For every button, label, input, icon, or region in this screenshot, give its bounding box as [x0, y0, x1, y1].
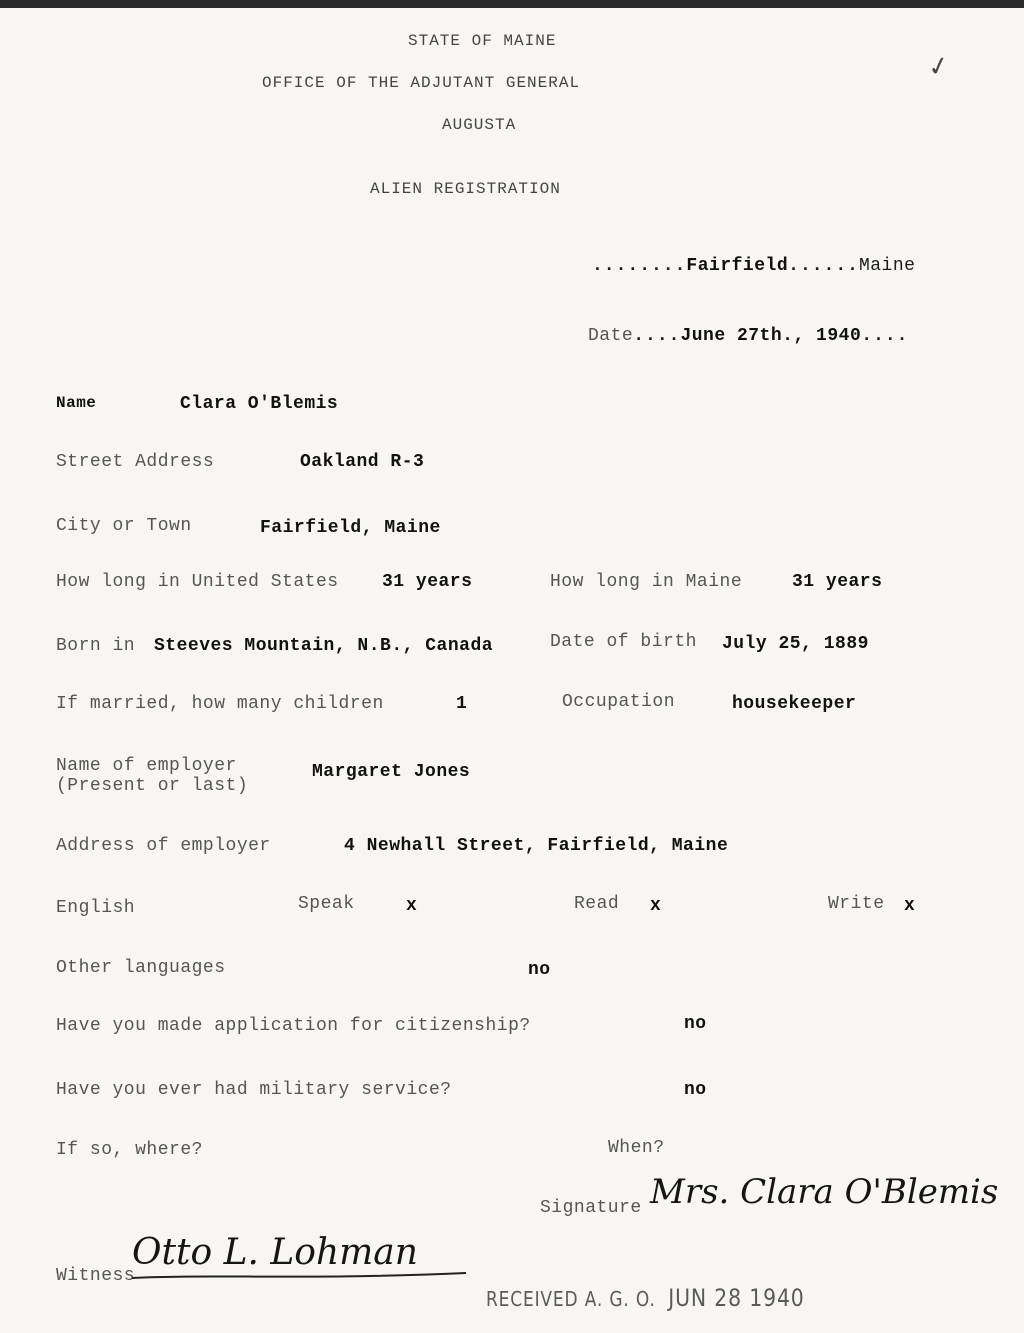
other-languages-label: Other languages: [56, 958, 226, 978]
born-in-value: Steeves Mountain, N.B., Canada: [154, 636, 494, 656]
employer-name-value: Margaret Jones: [312, 762, 471, 782]
occupation-value: housekeeper: [732, 694, 857, 714]
english-label: English: [56, 898, 136, 918]
city-value: Fairfield, Maine: [260, 518, 441, 538]
born-in-label: Born in: [56, 636, 136, 656]
employer-address-label: Address of employer: [56, 836, 271, 856]
place-state: Maine: [858, 256, 916, 276]
read-value: x: [650, 896, 662, 916]
received-stamp: [486, 1284, 805, 1312]
date-line: [588, 326, 908, 346]
check-mark-icon: ✓: [925, 50, 953, 84]
citizenship-value: no: [684, 1014, 707, 1034]
street-value: Oakland R-3: [300, 452, 425, 472]
date-of-birth-value: July 25, 1889: [722, 634, 869, 654]
received-stamp-date: JUN 28 1940: [668, 1284, 805, 1312]
date-of-birth-label: Date of birth: [550, 632, 697, 652]
date-value: June 27th., 1940: [680, 326, 862, 346]
how-long-maine-value: 31 years: [792, 572, 883, 592]
speak-value: x: [406, 896, 418, 916]
witness-underline: [130, 1270, 470, 1284]
place-prefix-dots: ........: [592, 256, 687, 276]
signature-label: Signature: [540, 1198, 642, 1218]
place-town: Fairfield: [686, 256, 789, 276]
write-label: Write: [828, 894, 885, 914]
when-label: When?: [608, 1138, 665, 1158]
employer-address-value: 4 Newhall Street, Fairfield, Maine: [344, 836, 729, 856]
children-label: If married, how many children: [56, 694, 384, 714]
place-mid-dots: ......: [788, 256, 859, 276]
other-languages-value: no: [528, 960, 551, 980]
header-state: STATE OF MAINE: [408, 32, 557, 50]
signature-handwriting: Mrs. Clara O'Blemis: [650, 1172, 999, 1212]
how-long-us-label: How long in United States: [56, 572, 339, 592]
speak-label: Speak: [298, 894, 355, 914]
page-top-edge: [0, 0, 1024, 8]
read-label: Read: [574, 894, 620, 914]
name-value: Clara O'Blemis: [180, 394, 339, 414]
received-stamp-text: RECEIVED A. G. O.: [486, 1287, 656, 1311]
header-office: OFFICE OF THE ADJUTANT GENERAL: [262, 74, 581, 92]
how-long-us-value: 31 years: [382, 572, 473, 592]
write-value: x: [904, 896, 916, 916]
military-label: Have you ever had military service?: [56, 1080, 452, 1100]
children-value: 1: [456, 694, 468, 714]
occupation-label: Occupation: [562, 692, 676, 712]
witness-handwriting: Otto L. Lohman: [132, 1232, 418, 1273]
place-line: [592, 256, 915, 276]
citizenship-label: Have you made application for citizenship?: [56, 1016, 531, 1036]
city-label: City or Town: [56, 516, 192, 536]
date-label: Date: [588, 326, 634, 346]
employer-label-line1: Name of employer: [56, 756, 237, 776]
street-label: Street Address: [56, 452, 215, 472]
military-value: no: [684, 1080, 707, 1100]
witness-label: Witness: [56, 1266, 136, 1286]
name-label: Name: [56, 394, 97, 412]
how-long-maine-label: How long in Maine: [550, 572, 743, 592]
header-form-title: ALIEN REGISTRATION: [370, 180, 561, 198]
date-lead-dots: ....: [633, 326, 681, 346]
employer-label-line2: (Present or last): [56, 776, 249, 796]
date-trail-dots: ....: [861, 326, 909, 346]
header-city: AUGUSTA: [442, 116, 517, 134]
where-label: If so, where?: [56, 1140, 203, 1160]
